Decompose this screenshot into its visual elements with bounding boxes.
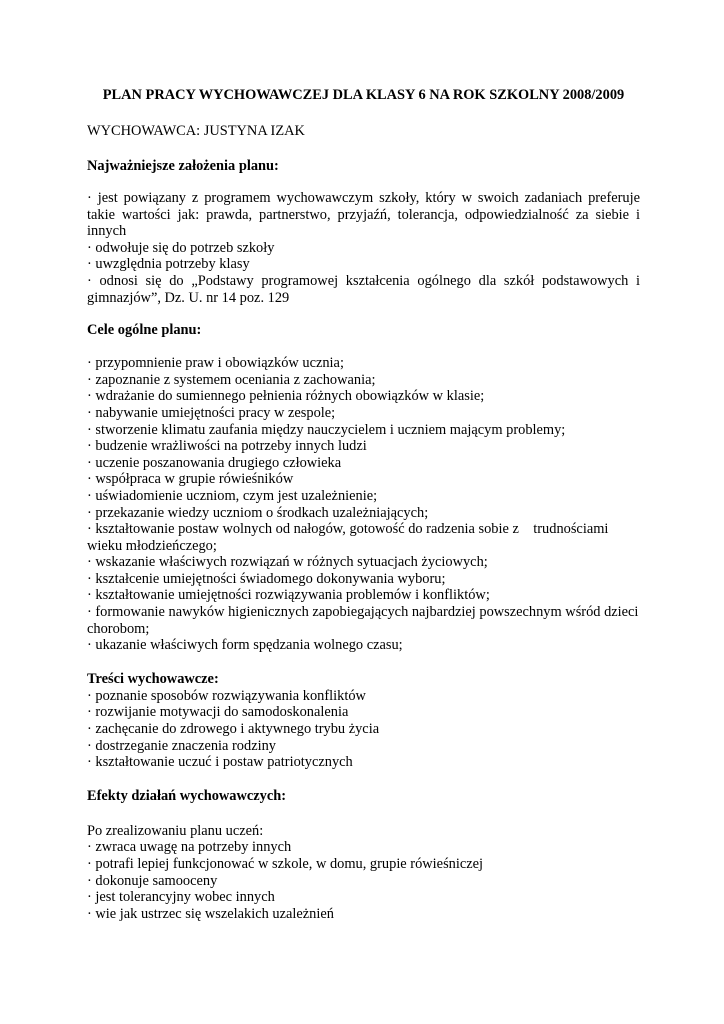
effects-intro: Po zrealizowaniu planu uczeń: [87, 822, 264, 839]
contents-heading: Treści wychowawcze: [87, 670, 219, 687]
goal-item: · przypomnienie praw i obowiązków ucznia; [87, 355, 344, 372]
effect-item: · zwraca uwagę na potrzeby innych [87, 839, 292, 856]
goals-list [87, 355, 640, 654]
assumptions-list [87, 190, 640, 306]
goal-item: · kształtowanie postaw wolnych od nałogów, gotowość do radzenia sobie z trudnościami wieku młodzieńczego; [87, 521, 613, 554]
goal-item: · kształtowanie umiejętności rozwiązywania problemów i konfliktów; [87, 587, 490, 604]
content-item: · poznanie sposobów rozwiązywania konfliktów [87, 687, 366, 704]
goal-item: · przekazanie wiedzy uczniom o środkach uzależniających; [87, 504, 429, 521]
assumption-item: · uwzględnia potrzeby klasy [87, 256, 250, 273]
goal-item: · wskazanie właściwych rozwiązań w różnych sytuacjach życiowych; [87, 554, 488, 571]
goal-item: · współpraca w grupie rówieśników [87, 471, 294, 488]
assumptions-heading: Najważniejsze założenia planu: [87, 158, 279, 174]
assumption-item: · odnosi się do „Podstawy programowej kształcenia ogólnego dla szkół podstawowych i gimnazjów”, Dz. U. nr 14 poz. 129 [87, 272, 640, 306]
assumption-item: · odwołuje się do potrzeb szkoły [87, 239, 275, 256]
goal-item: · formowanie nawyków higienicznych zapobiegających najbardziej powszechnym wśród dzieci chorobom; [87, 604, 639, 637]
contents-list [87, 688, 640, 771]
goal-item: · uświadomienie uczniom, czym jest uzależnienie; [87, 487, 378, 504]
assumption-item: · jest powiązany z programem wychowawczym szkoły, który w swoich zadaniach preferuje takie wartości jak: prawda, partnerstwo, przyjaźń, tolerancja, odpowiedzialność za siebie i innych [87, 190, 640, 240]
goal-item: · wdrażanie do sumiennego pełnienia różnych obowiązków w klasie; [87, 388, 485, 405]
goal-item: · zapoznanie z systemem oceniania z zachowania; [87, 371, 376, 388]
goals-heading: Cele ogólne planu: [87, 322, 202, 339]
document-title: PLAN PRACY WYCHOWAWCZEJ DLA KLASY 6 NA ROK SZKOLNY 2008/2009 [102, 87, 625, 103]
content-item: · kształtowanie uczuć i postaw patriotycznych [87, 754, 353, 771]
effect-item: · wie jak ustrzec się wszelakich uzależnień [87, 905, 334, 922]
content-item: · zachęcanie do zdrowego i aktywnego trybu życia [87, 721, 380, 738]
effects-heading: Efekty działań wychowawczych: [87, 787, 287, 804]
effect-item: · jest tolerancyjny wobec innych [87, 889, 275, 906]
effect-item: · dokonuje samooceny [87, 872, 218, 889]
effect-item: · potrafi lepiej funkcjonować w szkole, w domu, grupie rówieśniczej [87, 856, 484, 872]
goal-item: · stworzenie klimatu zaufania między nauczycielem i uczniem mającym problemy; [87, 421, 566, 438]
goal-item: · nabywanie umiejętności pracy w zespole; [87, 404, 336, 421]
goal-item: · budzenie wrażliwości na potrzeby innych ludzi [87, 438, 367, 455]
tutor-line: WYCHOWAWCA: JUSTYNA IZAK [87, 123, 305, 139]
content-item: · rozwijanie motywacji do samodoskonalenia [87, 704, 349, 721]
goal-item: · ukazanie właściwych form spędzania wolnego czasu; [87, 637, 403, 654]
effects-list [87, 839, 640, 922]
document-page [87, 86, 640, 922]
goal-item: · kształcenie umiejętności świadomego dokonywania wyboru; [87, 570, 446, 587]
content-item: · dostrzeganie znaczenia rodziny [87, 737, 276, 754]
goal-item: · uczenie poszanowania drugiego człowieka [87, 454, 342, 471]
